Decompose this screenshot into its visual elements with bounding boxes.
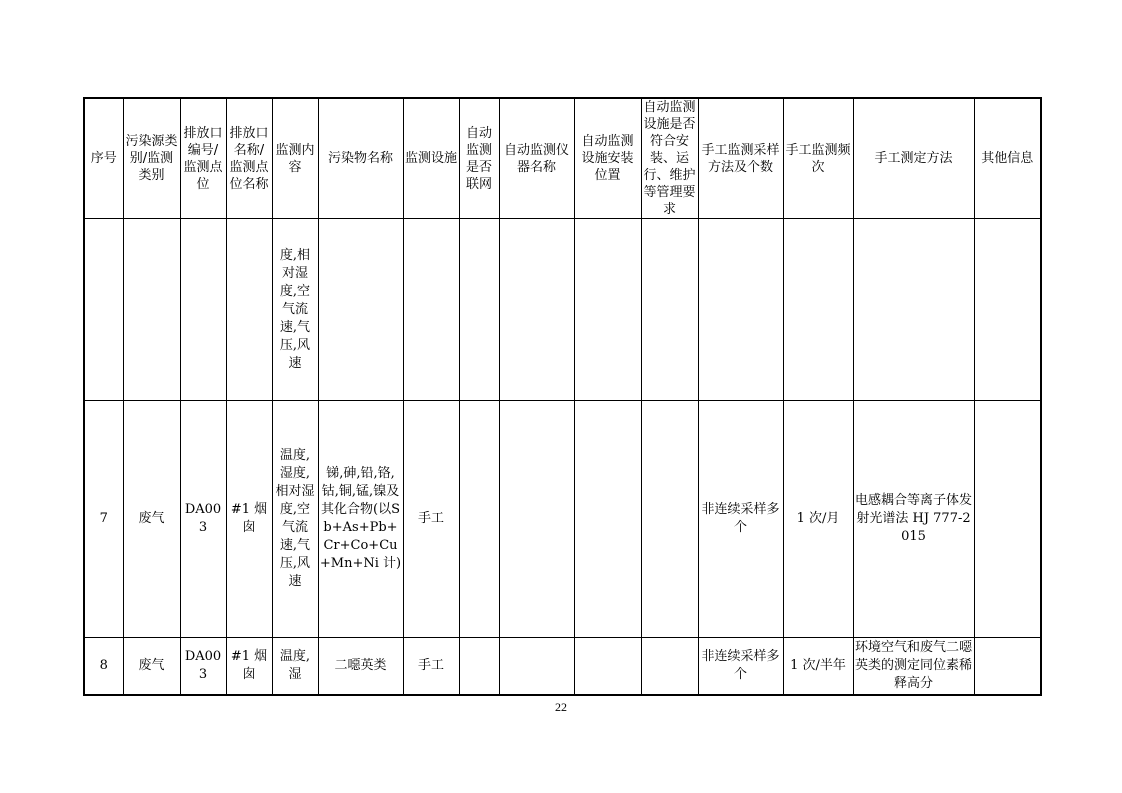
cell-no [84, 219, 123, 401]
cell-outlet-name [226, 219, 272, 401]
cell-category: 废气 [123, 401, 180, 638]
cell-outlet-code: DA003 [180, 638, 226, 695]
cell-content: 度,相对湿度,空气流速,气压,风速 [272, 219, 318, 401]
header-cell-pollutant: 污染物名称 [318, 98, 403, 219]
cell-facility: 手工 [403, 638, 459, 695]
header-cell-auto-instrument: 自动监测仪器名称 [499, 98, 574, 219]
cell-auto-networked [459, 638, 499, 695]
cell-auto-compliance [641, 401, 698, 638]
cell-outlet-code: DA003 [180, 401, 226, 638]
cell-auto-compliance [641, 638, 698, 695]
cell-auto-compliance [641, 219, 698, 401]
cell-manual-method: 非连续采样多个 [698, 401, 783, 638]
header-cell-auto-location: 自动监测设施安装位置 [574, 98, 641, 219]
header-cell-auto-networked: 自动监测是否联网 [459, 98, 499, 219]
cell-content: 温度,湿 [272, 638, 318, 695]
cell-frequency [783, 219, 853, 401]
cell-outlet-name: #1 烟囱 [226, 638, 272, 695]
header-cell-facility: 监测设施 [403, 98, 459, 219]
cell-pollutant [318, 219, 403, 401]
header-cell-manual-method: 手工监测采样方法及个数 [698, 98, 783, 219]
cell-other [974, 638, 1041, 695]
cell-manual-method [698, 219, 783, 401]
cell-facility [403, 219, 459, 401]
header-cell-content: 监测内容 [272, 98, 318, 219]
table-row [84, 401, 1041, 638]
cell-pollutant: 二噁英类 [318, 638, 403, 695]
cell-auto-networked [459, 401, 499, 638]
cell-no: 8 [84, 638, 123, 695]
table-row [84, 638, 1041, 695]
header-cell-outlet-code: 排放口编号/监测点位 [180, 98, 226, 219]
cell-pollutant: 锑,砷,铅,铬,钴,铜,锰,镍及其化合物(以Sb+As+Pb+Cr+Co+Cu+Mn+Ni 计) [318, 401, 403, 638]
cell-category: 废气 [123, 638, 180, 695]
cell-auto-location [574, 219, 641, 401]
cell-category [123, 219, 180, 401]
cell-other [974, 219, 1041, 401]
header-cell-no: 序号 [84, 98, 123, 219]
header-cell-test-method: 手工测定方法 [853, 98, 974, 219]
cell-outlet-name: #1 烟囱 [226, 401, 272, 638]
cell-frequency: 1 次/半年 [783, 638, 853, 695]
cell-outlet-code [180, 219, 226, 401]
cell-auto-location [574, 401, 641, 638]
header-cell-outlet-name: 排放口名称/监测点位名称 [226, 98, 272, 219]
cell-frequency: 1 次/月 [783, 401, 853, 638]
cell-no: 7 [84, 401, 123, 638]
cell-auto-instrument [499, 401, 574, 638]
monitoring-table [83, 97, 1042, 696]
cell-manual-method: 非连续采样多个 [698, 638, 783, 695]
header-row [84, 98, 1041, 219]
cell-other [974, 401, 1041, 638]
cell-test-method [853, 219, 974, 401]
cell-auto-location [574, 638, 641, 695]
cell-content: 温度,湿度,相对湿度,空气流速,气压,风速 [272, 401, 318, 638]
header-cell-auto-compliance: 自动监测设施是否符合安装、运行、维护等管理要求 [641, 98, 698, 219]
table-row [84, 219, 1041, 401]
cell-test-method: 电感耦合等离子体发射光谱法 HJ 777-2015 [853, 401, 974, 638]
cell-auto-networked [459, 219, 499, 401]
cell-auto-instrument [499, 219, 574, 401]
header-cell-other: 其他信息 [974, 98, 1041, 219]
cell-test-method: 环境空气和废气二噁英类的测定同位素稀释高分 [853, 638, 974, 695]
cell-facility: 手工 [403, 401, 459, 638]
header-cell-category: 污染源类别/监测类别 [123, 98, 180, 219]
header-cell-frequency: 手工监测频次 [783, 98, 853, 219]
page-number: 22 [555, 700, 567, 714]
cell-auto-instrument [499, 638, 574, 695]
